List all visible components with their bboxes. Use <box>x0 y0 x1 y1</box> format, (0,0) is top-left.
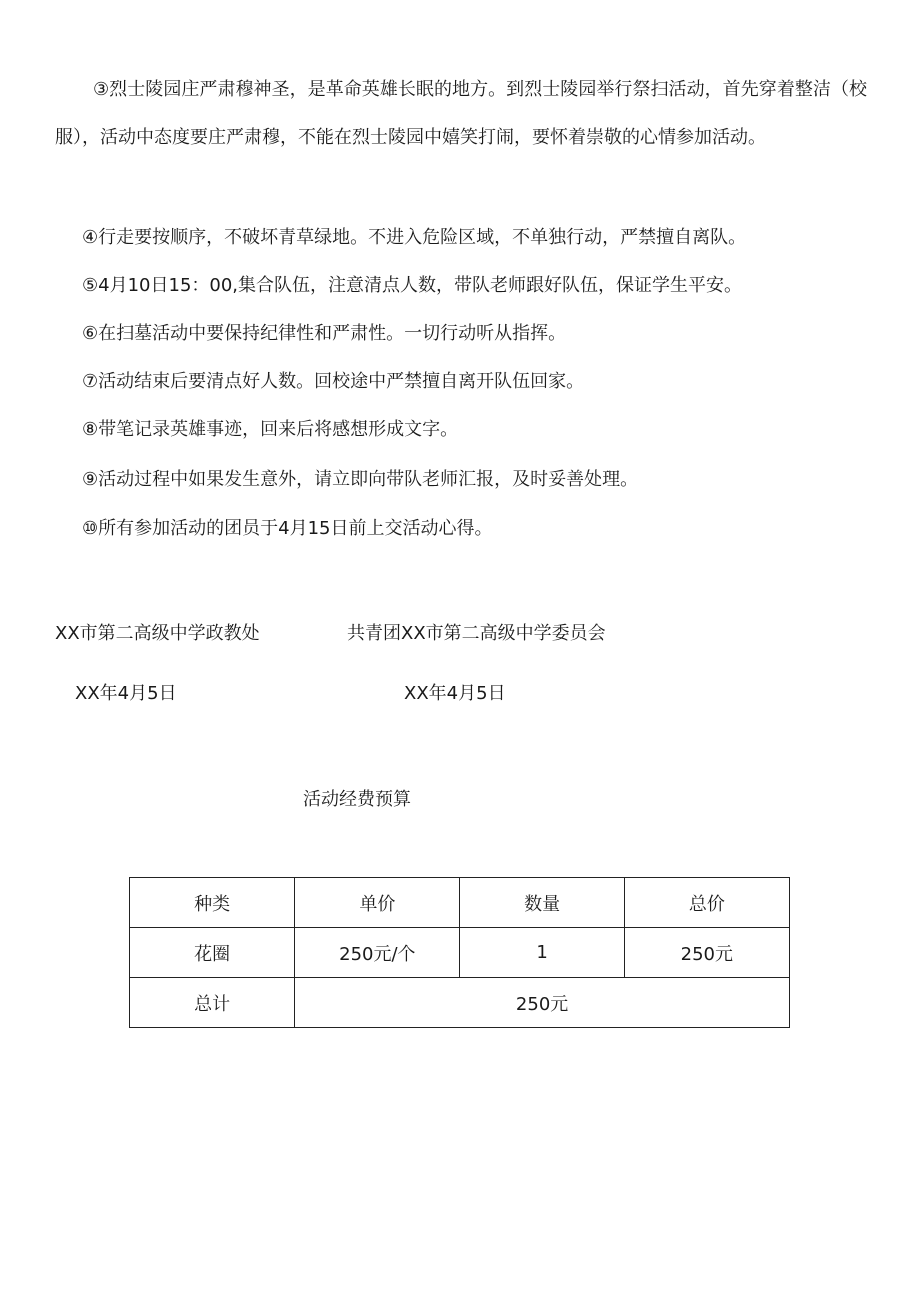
rule-item-4: ④行走要按顺序，不破坏青草绿地。不进入危险区域，不单独行动，严禁擅自离队。 <box>82 227 747 248</box>
budget-table <box>129 877 790 1028</box>
rule-item-6: ⑥在扫墓活动中要保持纪律性和严肃性。一切行动听从指挥。 <box>82 323 567 344</box>
rule-item-10: ⑩所有参加活动的团员于4月15日前上交活动心得。 <box>82 518 493 539</box>
cell-category: 花圈 <box>130 928 295 978</box>
table-total-row <box>130 978 790 1028</box>
rule-item-5: ⑤4月10日15：00,集合队伍，注意清点人数，带队老师跟好队伍，保证学生平安。 <box>82 275 743 296</box>
rule-item-8: ⑧带笔记录英雄事迹，回来后将感想形成文字。 <box>82 419 459 440</box>
paragraph-item-3: ③烈士陵园庄严肃穆神圣，是革命英雄长眠的地方。到烈士陵园举行祭扫活动，首先穿着整洁（校服），活动中态度要庄严肃穆，不能在烈士陵园中嬉笑打闹，要怀着崇敬的心情参加活动。 <box>55 79 867 148</box>
cell-quantity: 1 <box>460 928 624 978</box>
signature-left-date: XX年4月5日 <box>75 683 177 704</box>
header-cell-category: 种类 <box>130 878 295 928</box>
header-cell-total-price: 总价 <box>624 878 789 928</box>
budget-title: 活动经费预算 <box>303 789 411 810</box>
rule-item-7: ⑦活动结束后要清点好人数。回校途中严禁擅自离开队伍回家。 <box>82 371 585 392</box>
cell-total-price: 250元 <box>624 928 789 978</box>
header-cell-quantity: 数量 <box>460 878 624 928</box>
rule-item-9: ⑨活动过程中如果发生意外，请立即向带队老师汇报，及时妥善处理。 <box>82 469 639 490</box>
signature-left-org: XX市第二高级中学政教处 <box>55 623 260 644</box>
header-cell-unit-price: 单价 <box>295 878 460 928</box>
cell-unit-price: 250元/个 <box>295 928 460 978</box>
cell-total-label: 总计 <box>130 978 295 1028</box>
table-header-row <box>130 878 790 928</box>
signature-right-date: XX年4月5日 <box>404 683 506 704</box>
cell-total-value: 250元 <box>295 978 790 1028</box>
table-row <box>130 928 790 978</box>
signature-right-org: 共青团XX市第二高级中学委员会 <box>347 623 606 644</box>
